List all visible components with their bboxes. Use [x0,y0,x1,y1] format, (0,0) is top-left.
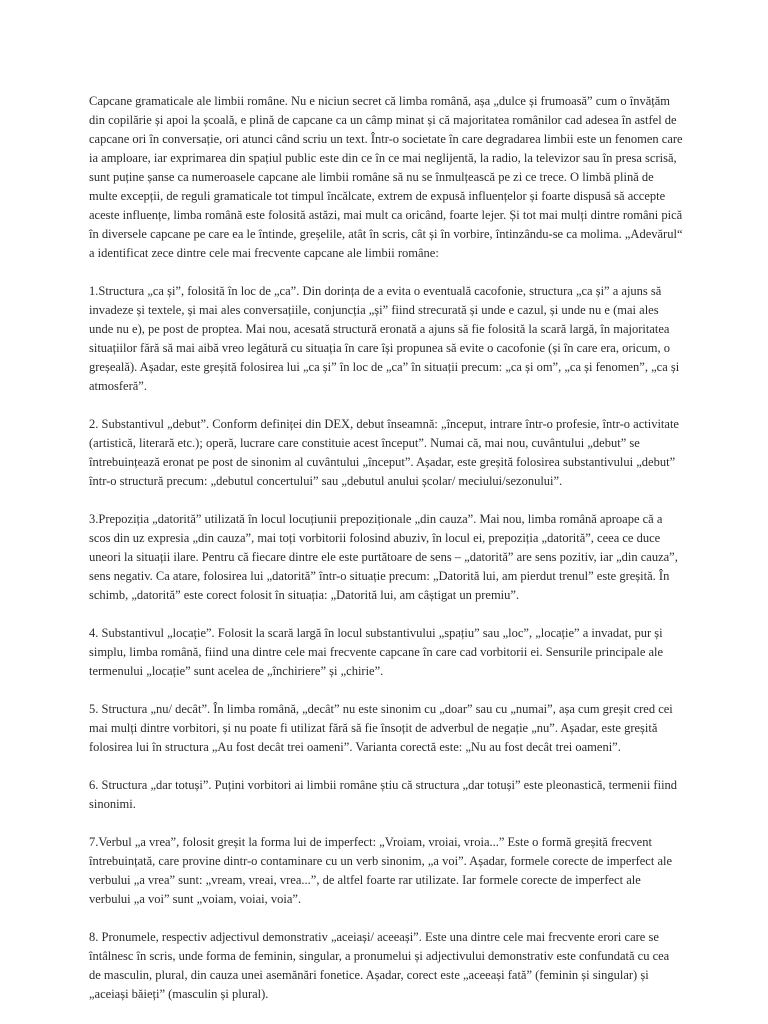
paragraph-item-2: 2. Substantivul „debut”. Conform definiței din DEX, debut înseamnă: „început, intrare într-o profesie, într-o activitate (artistică, literară etc.); operă, lucrare care constituie acest început”. Numai că, mai nou, cuvântului „debut” se întrebuințează eronat pe post de sinonim al cuvântului „început”. Așadar, este greșită folosirea substantivului „debut” într-o structură precum: „debutul concertului” sau „debutul anului școlar/ meciului/sezonului”. [89,417,679,488]
paragraph-item-1: 1.Structura „ca și”, folosită în loc de „ca”. Din dorința de a evita o eventuală cacofonie, structura „ca și” a ajuns să invadeze și textele, și mai ales conversațiile, conjuncția „și” fiind strecurată și unde e cazul, și unde nu e (mai ales unde nu e), pe post de proptea. Mai nou, acesată structură eronată a ajuns să fie folosită la scară largă, în majoritatea situațiilor fără să mai aibă vreo legătură cu situația în care își propunea să evite o cacofonie (și în care era, oricum, o greșeală). Așadar, este greșită folosirea lui „ca și” în loc de „ca” în situații precum: „ca și om”, „ca și fenomen”, „ca și atmosferă”. [89,284,680,393]
paragraph-item-6: 6. Structura „dar totuși”. Puțini vorbitori ai limbii române știu că structura „dar totuși” este pleonastică, termenii fiind sinonimi. [89,778,678,811]
document-body [89,92,683,1023]
paragraph-item-5: 5. Structura „nu/ decât”. În limba română, „decât” nu este sinonim cu „doar” sau cu „numai”, așa cum greșit cred cei mai mulți dintre vorbitori, și nu poate fi utilizat fără să fie însoțit de adverbul de negație „nu”. Așadar, este greșită folosirea lui în structura „Au fost decât trei oameni”. Varianta corectă este: „Nu au fost decât trei oameni”. [89,702,673,754]
paragraph-item-4: 4. Substantivul „locație”. Folosit la scară largă în locul substantivului „spațiu” sau „loc”, „locație” a invadat, pur și simplu, limba română, fiind una dintre cele mai frecvente capcane în care cad vorbitorii ei. Sensurile principale ale termenului „locație” sunt acelea de „închiriere” și „chirie”. [89,626,664,678]
paragraph-item-7: 7.Verbul „a vrea”, folosit greșit la forma lui de imperfect: „Vroiam, vroiai, vroia...” Este o formă greșită frecvent întrebuințată, care provine dintr-o contaminare cu un verb sinonim, „a voi”. Așadar, formele corecte de imperfect ale verbului „a vrea” sunt: „vream, vreai, vrea...”, de altfel foarte rar utilizate. Iar formele corecte de imperfect ale verbului „a voi” sunt „voiam, voiai, voia”. [89,835,673,906]
paragraph-item-3: 3.Prepoziția „datorită” utilizată în locul locuțiunii prepoziționale „din cauza”. Mai nou, limba română aproape că a scos din uz expresia „din cauza”, mai toți vorbitorii folosind abuziv, în locul ei, prepoziția „datorită”, ceea ce duce uneori la situații ilare. Pentru că fiecare dintre ele este purtătoare de sens – „datorită” are sens pozitiv, iar „din cauza”, sens negativ. Ca atare, folosirea lui „datorită” într-o situație precum: „Datorită lui, am pierdut trenul” este greșită. În schimb, „datorită” este corect folosit în situația: „Datorită lui, am câștigat un premiu”. [89,512,678,602]
paragraph-item-8: 8. Pronumele, respectiv adjectivul demonstrativ „aceiași/ aceeași”. Este una dintre cele mai frecvente erori care se întâlnesc în scris, unde forma de feminin, singular, a pronumelui și adjectivului demonstrativ este confundată cu cea de masculin, plural, din cauza unei asemănări fonetice. Așadar, corect este „aceeași fată” (feminin și singular) și „aceiași băieți” (masculin și plural). [89,930,670,1001]
paragraph-intro: Capcane gramaticale ale limbii române. Nu e niciun secret că limba română, așa „dulce și frumoasă” cum o învățăm din copilărie și apoi la școală, e plină de capcane ca un câmp minat și că majoritatea românilor cad adesea în astfel de capcane ori în conversație, ori atunci când scriu un text. Într-o societate în care degradarea limbii este un fenomen care ia amploare, iar exprimarea din spațiul public este din ce în ce mai neglijentă, la radio, la televizor sau în presa scrisă, sunt puține șanse ca numeroasele capcane ale limbii române să nu se înmulțească pe zi ce trece. O limbă plină de multe excepții, de reguli gramaticale tot timpul încălcate, extrem de expusă influențelor și foarte dispusă să accepte aceste influențe, limba română este folosită astăzi, mai mult ca oricând, foarte lejer. Și tot mai mulți dintre români pică în diversele capcane pe care ea le întinde, greșelile, atât în scris, cât și în vorbire, întinzându-se ca molima. „Adevărul“ a identificat zece dintre cele mai frecvente capcane ale limbii române: [89,94,683,260]
